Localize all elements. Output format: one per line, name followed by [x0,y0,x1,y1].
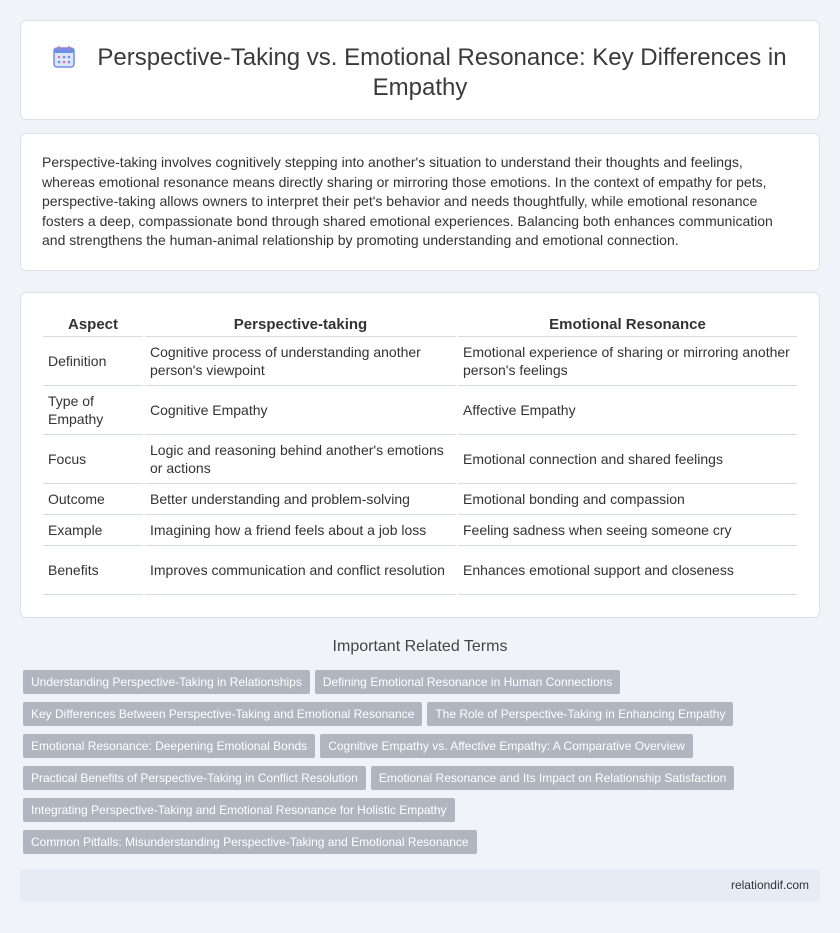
header-card [20,20,820,120]
table-row [43,484,797,515]
table-row [43,546,797,595]
related-tag[interactable]: Practical Benefits of Perspective-Taking in Conflict Resolution [23,766,366,790]
row-emotional-resonance: Feeling sadness when seeing someone cry [458,515,797,546]
row-perspective-taking: Imagining how a friend feels about a job loss [145,515,456,546]
row-aspect: Type of Empathy [43,386,143,435]
comparison-card [20,292,820,618]
row-perspective-taking: Better understanding and problem-solving [145,484,456,515]
table-row [43,386,797,435]
row-aspect: Definition [43,337,143,386]
site-link[interactable]: relationdif.com [730,878,809,892]
row-aspect: Focus [43,435,143,484]
row-aspect: Example [43,515,143,546]
row-emotional-resonance: Emotional experience of sharing or mirroring another person's feelings [458,337,797,386]
intro-paragraph: Perspective-taking involves cognitively stepping into another's situation to understand their thoughts and feelings, whereas emotional resonance means directly sharing or mirroring those emotions. In the context of empathy for pets, perspective-taking allows owners to interpret their pet's behavior and needs thoughtfully, while emotional resonance fosters a deep, compassionate bond through shared emotional experiences. Balancing both enhances communication and strengthens the human-animal relationship by promoting understanding and emotional connection. [42,154,773,248]
row-perspective-taking: Logic and reasoning behind another's emotions or actions [145,435,456,484]
row-perspective-taking: Improves communication and conflict resolution [145,546,456,595]
related-tag[interactable]: Key Differences Between Perspective-Taking and Emotional Resonance [23,702,422,726]
related-tag[interactable]: The Role of Perspective-Taking in Enhancing Empathy [427,702,733,726]
page-title [41,43,799,103]
row-emotional-resonance: Emotional connection and shared feelings [458,435,797,484]
footer-bar [20,869,820,902]
comparison-table [41,315,799,595]
table-row [43,435,797,484]
related-tag[interactable]: Integrating Perspective-Taking and Emotional Resonance for Holistic Empathy [23,798,455,822]
header-perspective-taking: Perspective-taking [145,315,456,337]
related-tag[interactable]: Understanding Perspective-Taking in Relationships [23,670,310,694]
title-text: Perspective-Taking vs. Emotional Resonance: Key Differences in Empathy [97,44,787,101]
related-tag[interactable]: Emotional Resonance and Its Impact on Relationship Satisfaction [371,766,735,790]
table-header-row [43,315,797,337]
row-emotional-resonance: Enhances emotional support and closeness [458,546,797,595]
row-emotional-resonance: Emotional bonding and compassion [458,484,797,515]
related-tag[interactable]: Emotional Resonance: Deepening Emotional Bonds [23,734,315,758]
table-row [43,337,797,386]
related-tag[interactable]: Defining Emotional Resonance in Human Connections [315,670,621,694]
related-terms-title: Important Related Terms [332,638,508,655]
header-aspect: Aspect [43,315,143,337]
row-aspect: Benefits [43,546,143,595]
related-tag[interactable]: Common Pitfalls: Misunderstanding Perspective-Taking and Emotional Resonance [23,830,477,854]
table-row [43,515,797,546]
intro-card [20,133,820,271]
row-perspective-taking: Cognitive Empathy [145,386,456,435]
row-perspective-taking: Cognitive process of understanding another person's viewpoint [145,337,456,386]
row-emotional-resonance: Affective Empathy [458,386,797,435]
calendar-icon [53,46,75,68]
header-emotional-resonance: Emotional Resonance [458,315,797,337]
related-tag[interactable]: Cognitive Empathy vs. Affective Empathy: A Comparative Overview [320,734,693,758]
related-terms-list [23,670,813,862]
row-aspect: Outcome [43,484,143,515]
